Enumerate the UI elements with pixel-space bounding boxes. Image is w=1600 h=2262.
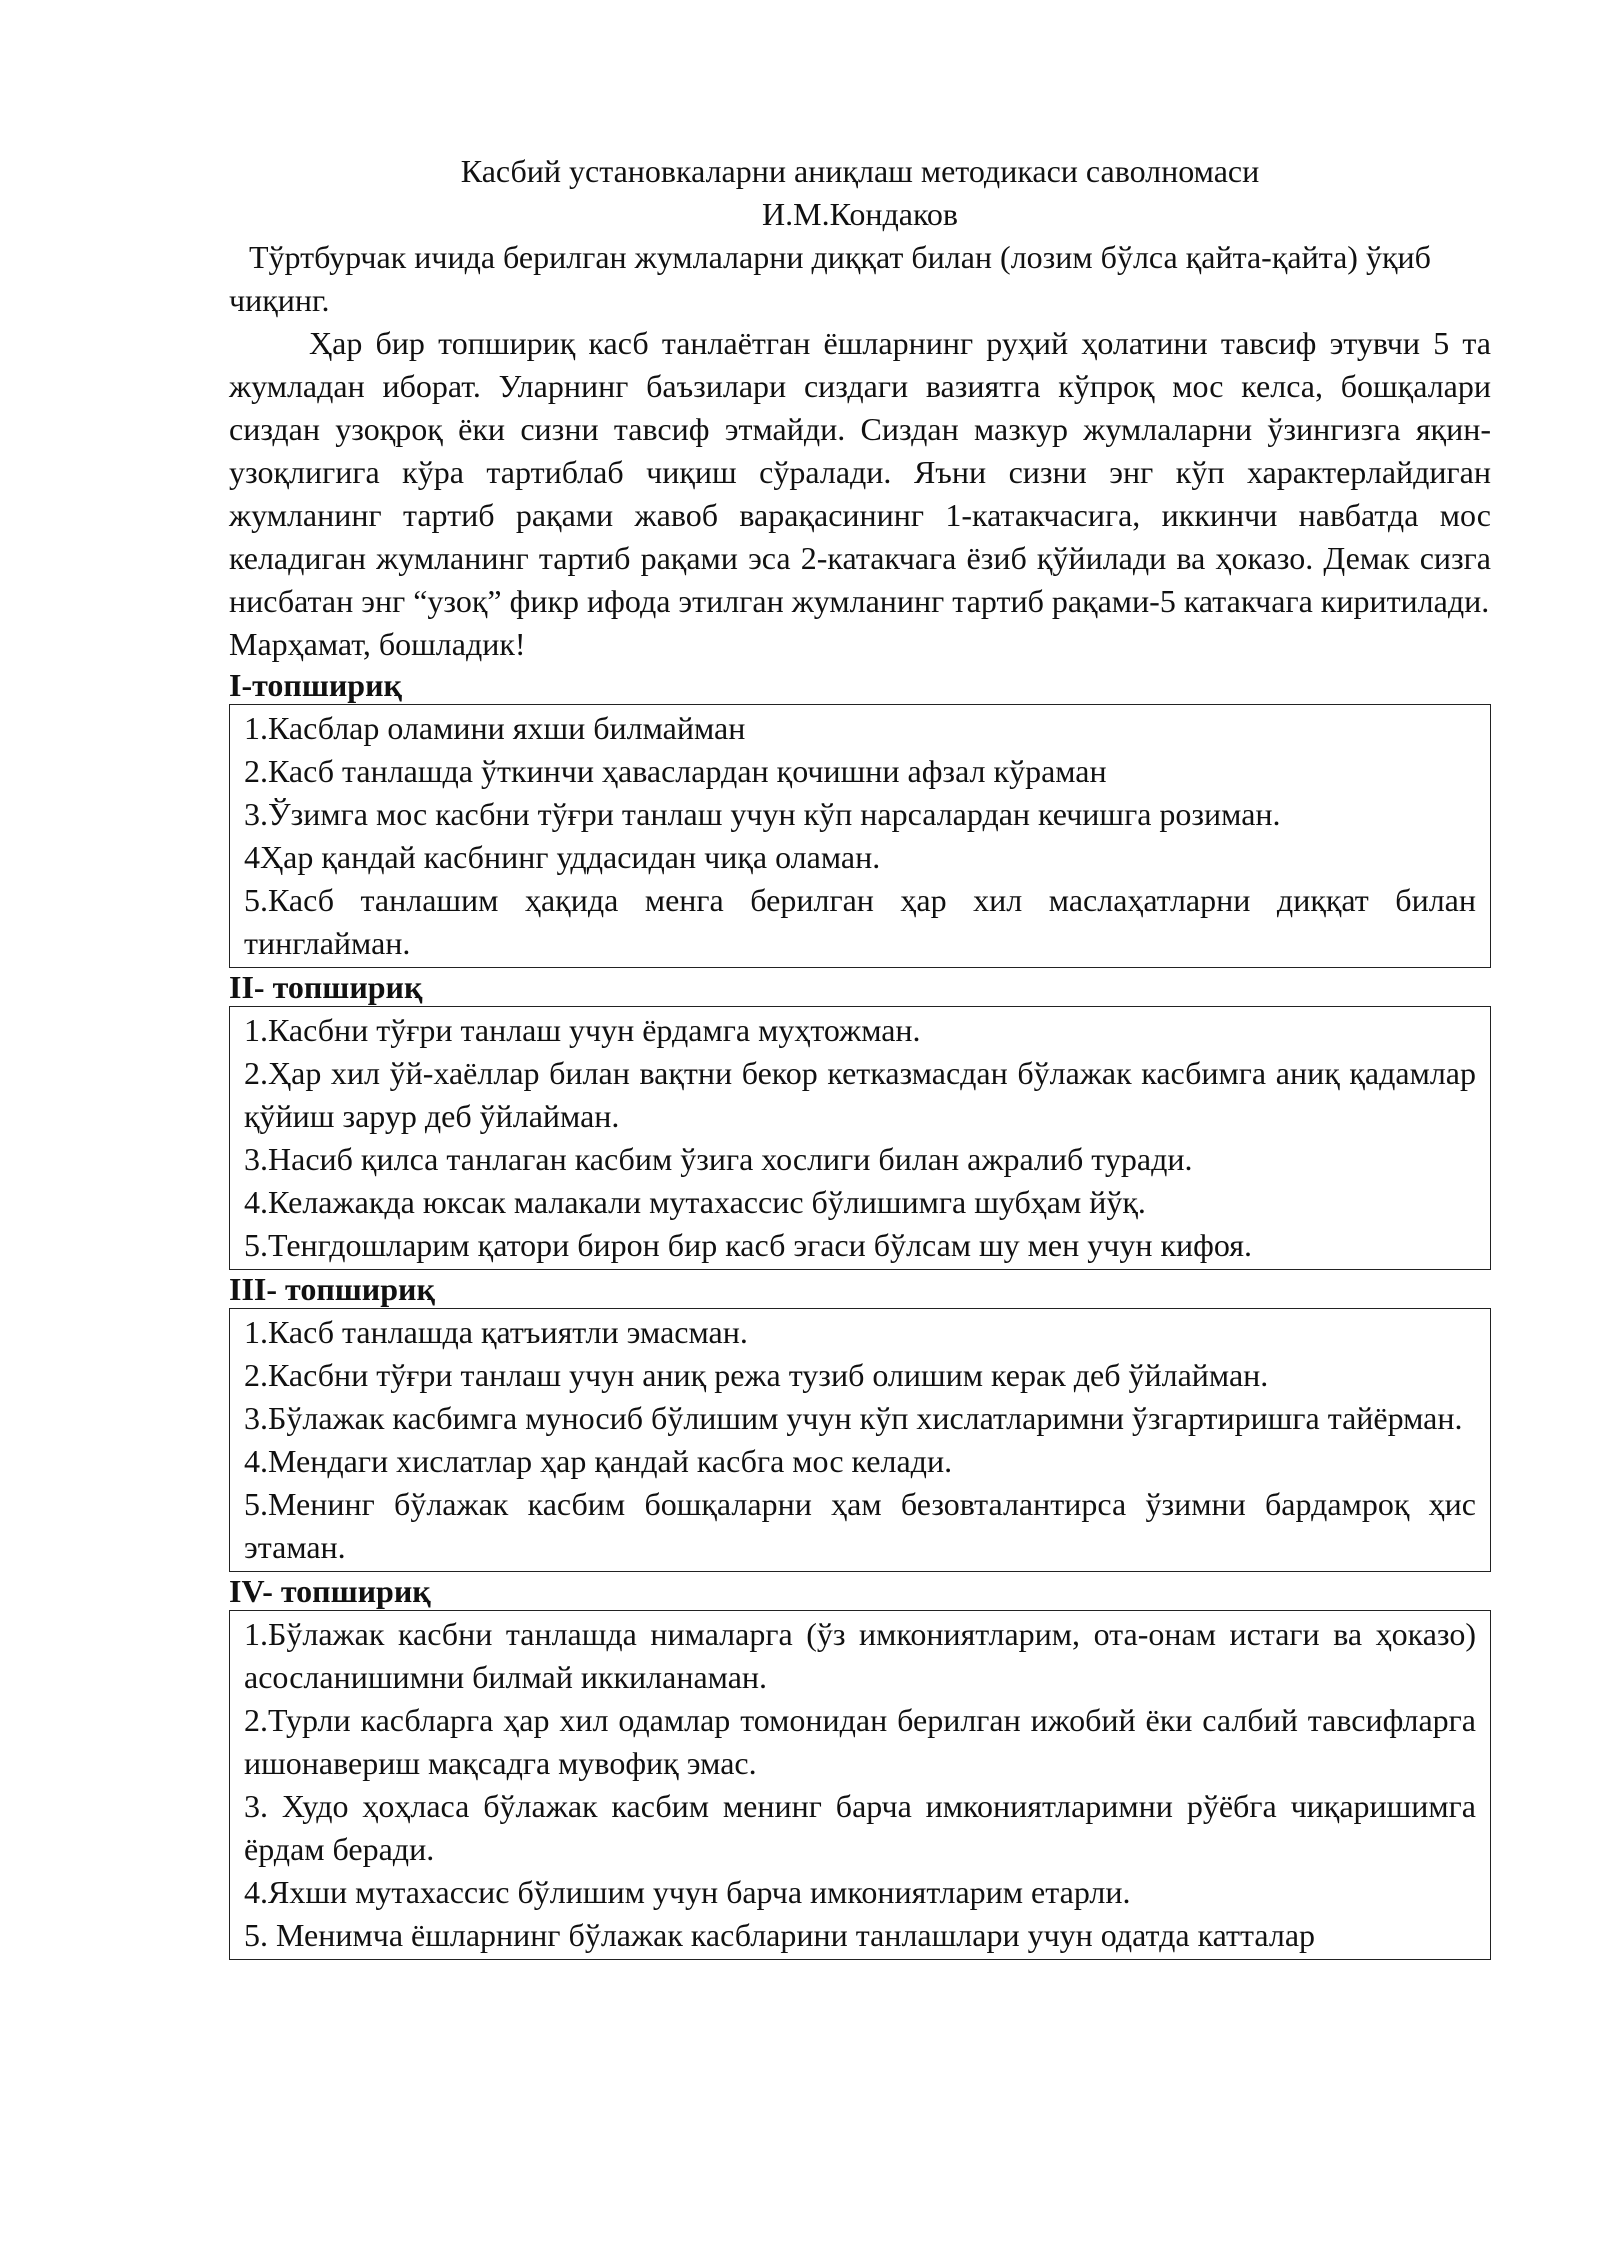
task-item: 5. Менимча ёшларнинг бўлажак касбларини танлашлари учун одатда катталар [244,1917,1316,1953]
task-item: 3.Бўлажак касбимга муносиб бўлишим учун кўп хислатларимни ўзгартиришга тайёрман. [244,1400,1463,1436]
task-item: 3.Ўзимга мос касбни тўғри танлаш учун кўп нарсалардан кечишга розиман. [244,796,1281,832]
task-item: 2.Касбни тўғри танлаш учун аниқ режа тузиб олишим керак деб ўйлайман. [244,1357,1269,1393]
task-box-1 [229,704,1491,968]
closing-line: Марҳамат, бошладик! [229,626,526,662]
task-heading-2: II- топшириқ [229,969,423,1005]
task-box-4 [229,1610,1491,1960]
intro-paragraph-2: Ҳар бир топшириқ касб танлаётган ёшларнинг руҳий ҳолатини тавсиф этувчи 5 та жумладан иборат. Уларнинг баъзилари сиздаги вазиятга кўпроқ мос келса, бошқалари сиздан узоқроқ ёки сизни тавсиф этмайди. Сиздан мазкур жумлаларни ўзингизга яқин-узоқлигига кўра тартиблаб чиқиш сўралади. Яъни сизни энг кўп характерлайдиган жумланинг тартиб рақами жавоб варақасининг 1-катакчасига, иккинчи навбатда мос келадиган жумланинг тартиб рақами эса 2-катакчага ёзиб қўйилади ва ҳоказо. Демак сизга нисбатан энг “узоқ” фикр ифода этилган жумланинг тартиб рақами-5 катакчага киритилади. [229,325,1491,619]
intro-paragraph-1: Тўртбурчак ичида берилган жумлаларни диққат билан (лозим бўлса қайта-қайта) ўқиб чиқинг. [229,239,1431,318]
task-box-2 [229,1006,1491,1270]
task-heading-4: IV- топшириқ [229,1573,431,1609]
document-author: И.М.Кондаков [762,196,958,232]
task-item: 5.Тенгдошларим қатори бирон бир касб эгаси бўлсам шу мен учун кифоя. [244,1227,1252,1263]
document-body [229,150,1491,1960]
task-item: 4.Яхши мутахассис бўлишим учун барча имкониятларим етарли. [244,1874,1131,1910]
task-item: 4Ҳар қандай касбнинг уддасидан чиқа оламан. [244,839,881,875]
task-item: 5.Касб танлашим ҳақида менга берилган ҳар хил маслаҳатларни диққат билан тинглайман. [244,882,1476,961]
task-item: 1.Касблар оламини яхши билмайман [244,710,746,746]
task-item: 1.Бўлажак касбни танлашда нималарга (ўз имкониятларим, ота-онам истаги ва ҳоказо) асосланишимни билмай иккиланаман. [244,1616,1476,1695]
task-item: 3.Насиб қилса танлаган касбим ўзига хослиги билан ажралиб туради. [244,1141,1193,1177]
task-item: 1.Касб танлашда қатъиятли эмасман. [244,1314,748,1350]
task-box-3 [229,1308,1491,1572]
document-title: Касбий установкаларни аниқлаш методикаси саволномаси [460,153,1260,189]
task-item: 3. Худо ҳоҳласа бўлажак касбим менинг барча имкониятларимни рўёбга чиқаришимга ёрдам беради. [244,1788,1476,1867]
task-item: 2.Турли касбларга ҳар хил одамлар томонидан берилган ижобий ёки салбий тавсифларга ишонавериш мақсадга мувофиқ эмас. [244,1702,1476,1781]
task-item: 2.Ҳар хил ўй-хаёллар билан вақтни бекор кетказмасдан бўлажак касбимга аниқ қадамлар қўйиш зарур деб ўйлайман. [244,1055,1476,1134]
task-item: 1.Касбни тўғри танлаш учун ёрдамга муҳтожман. [244,1012,921,1048]
task-item: 2.Касб танлашда ўткинчи ҳаваслардан қочишни афзал кўраман [244,753,1107,789]
task-item: 4.Мендаги хислатлар ҳар қандай касбга мос келади. [244,1443,953,1479]
task-item: 4.Келажакда юксак малакали мутахассис бўлишимга шубҳам йўқ. [244,1184,1146,1220]
task-heading-3: III- топшириқ [229,1271,435,1307]
task-heading-1: I-топшириқ [229,667,402,703]
task-item: 5.Менинг бўлажак касбим бошқаларни ҳам безовталантирса ўзимни бардамроқ ҳис этаман. [244,1486,1476,1565]
